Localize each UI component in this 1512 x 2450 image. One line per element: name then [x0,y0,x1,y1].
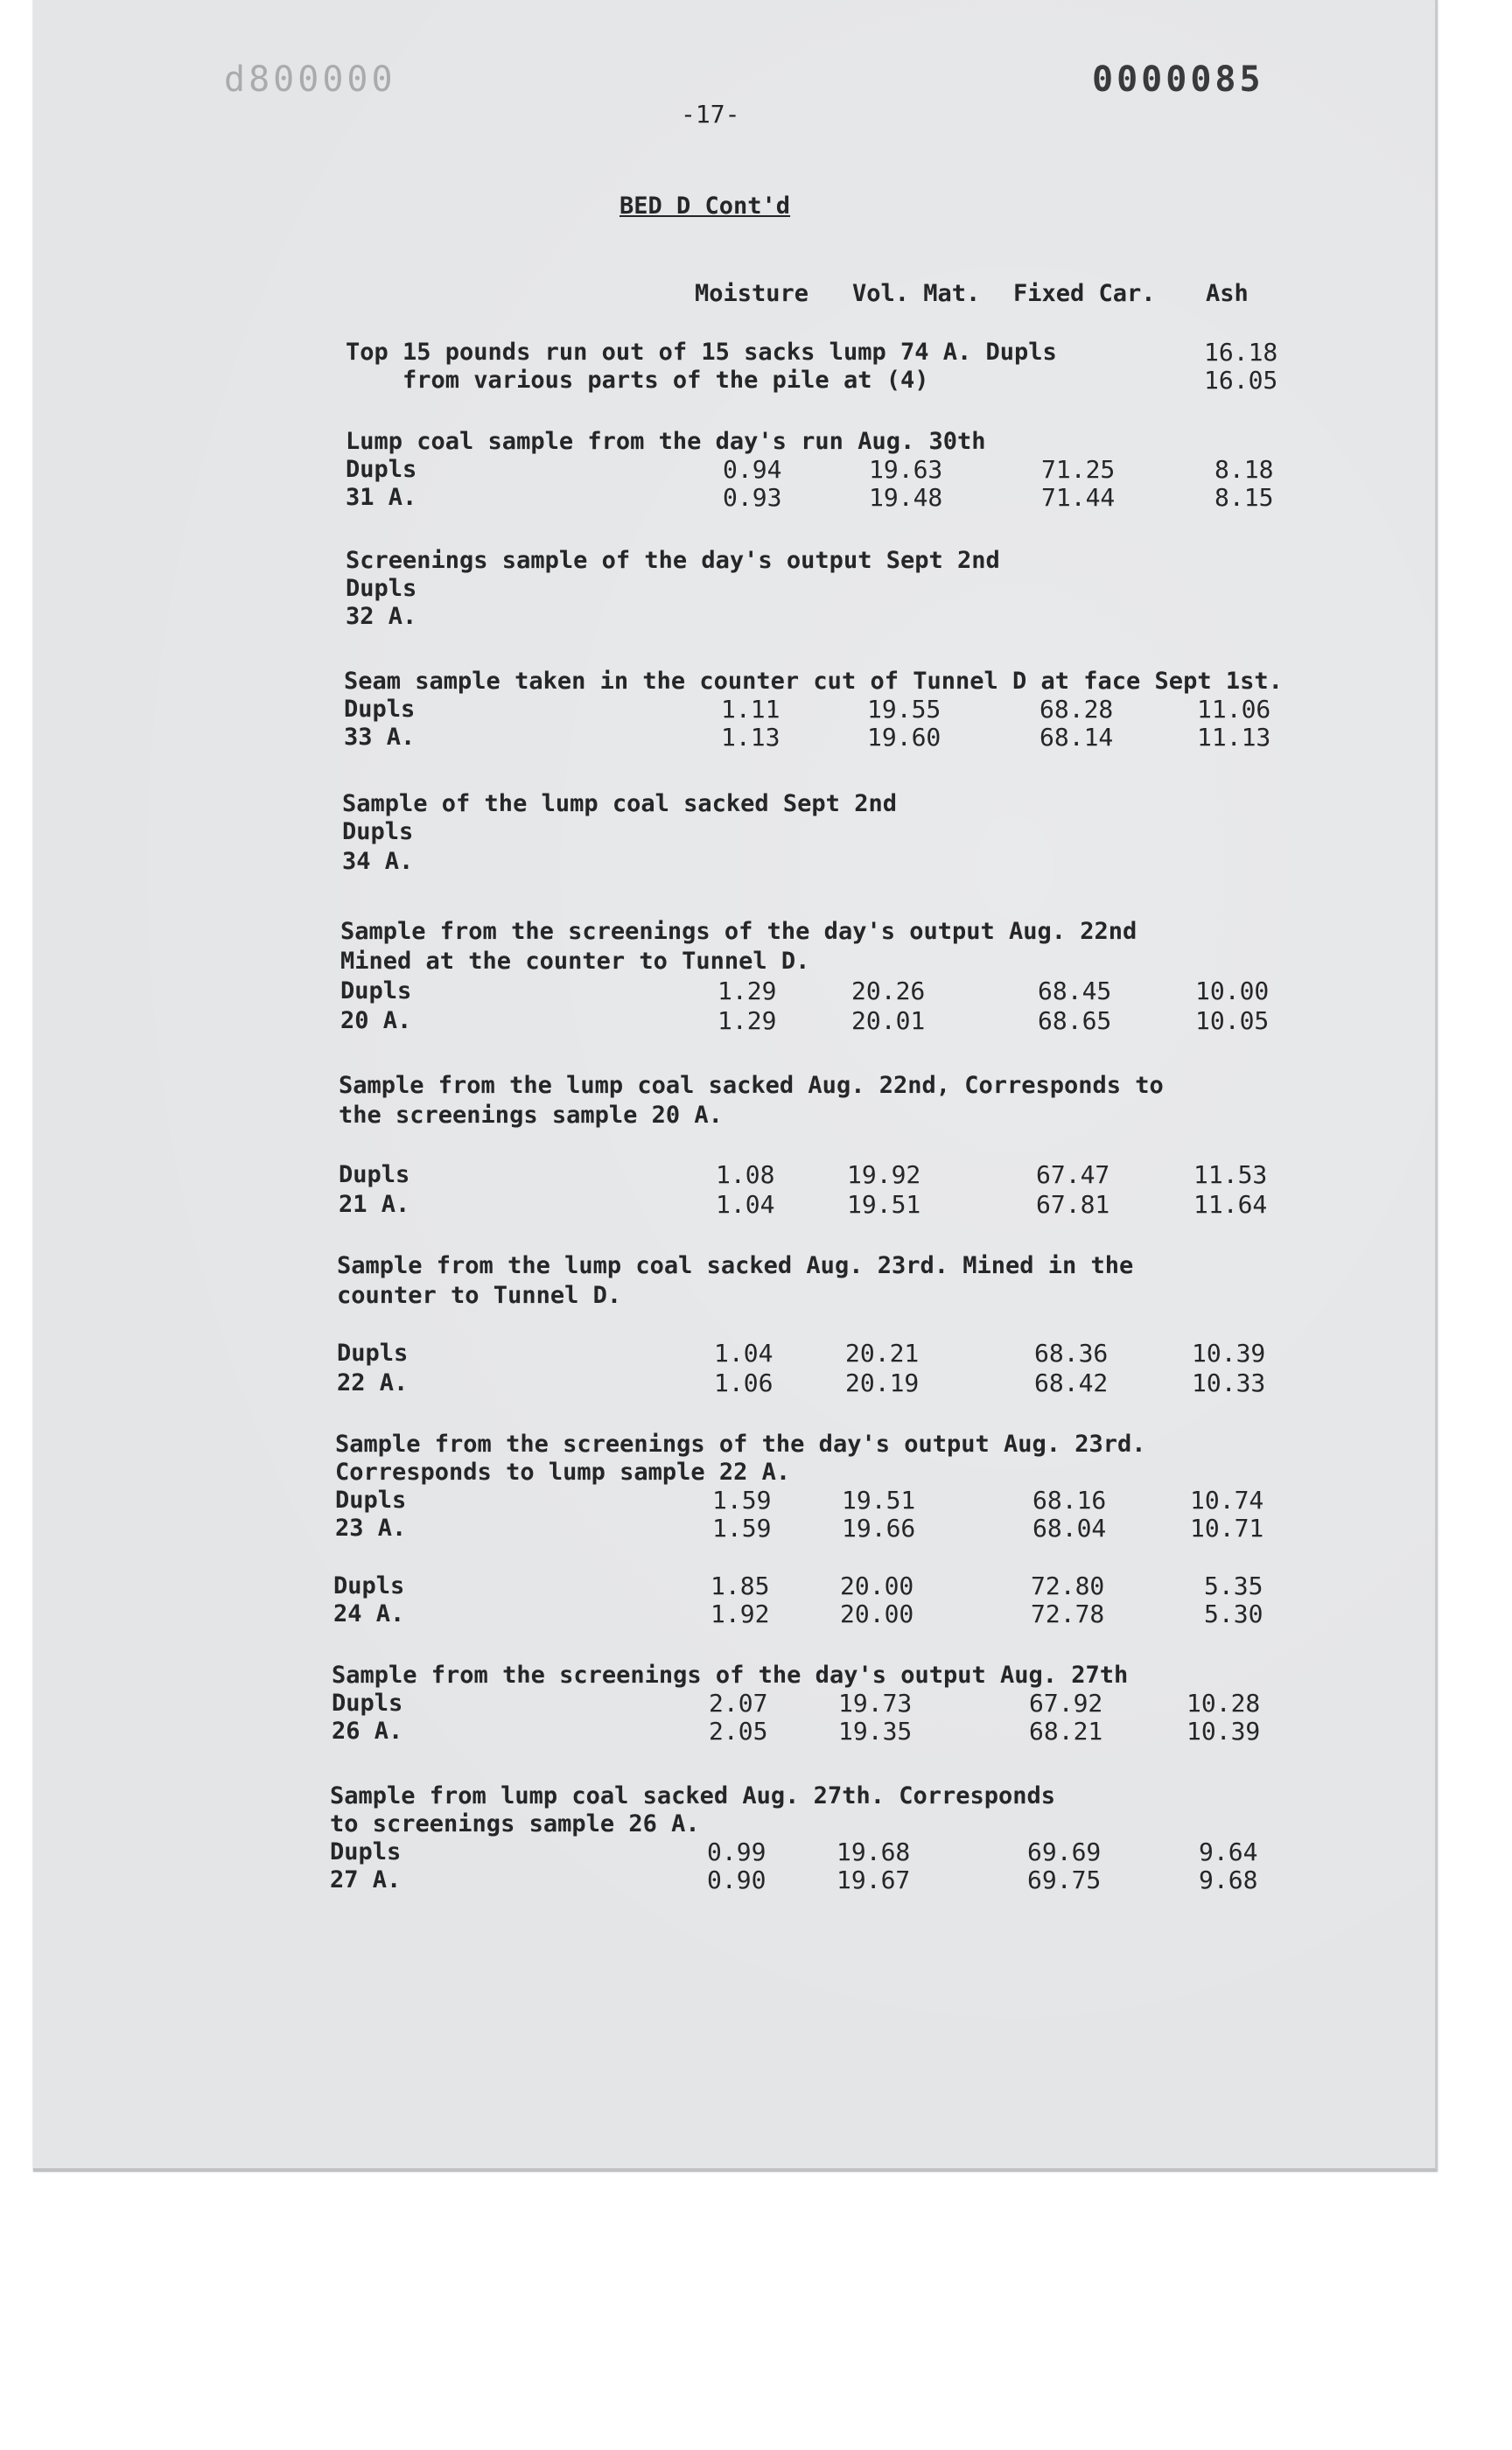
column-header-ash: Ash [1206,280,1249,307]
fixed-car-value: 68.04 [1032,1514,1107,1543]
sample-description-line: Lump coal sample from the day's run Aug. 30th [346,428,986,455]
ash-value: 10.28 [1186,1689,1261,1718]
ash-value: 5.35 [1204,1572,1264,1600]
sample-description-line: Sample from lump coal sacked Aug. 27th. Corresponds [330,1782,1056,1810]
moisture-value: 0.90 [707,1866,766,1894]
sample-label: 33 A. [344,724,416,751]
sample-description-line: to screenings sample 26 A. [330,1810,700,1838]
ash-value: 10.74 [1190,1486,1264,1515]
sample-description-line: Sample from the screenings of the day's output Aug. 23rd. [335,1431,1146,1458]
fixed-car-value: 69.69 [1027,1838,1102,1866]
sample-label: Dupls [333,1572,405,1600]
sample-description-line: Sample from the lump coal sacked Aug. 23rd. Mined in the [337,1252,1134,1279]
fixed-car-value: 68.45 [1038,976,1112,1005]
vol-mat-value: 19.51 [842,1486,916,1515]
fixed-car-value: 68.14 [1040,723,1114,752]
fixed-car-value: 67.92 [1029,1689,1103,1718]
ash-value: 11.13 [1197,723,1271,752]
vol-mat-value: 20.21 [845,1339,920,1368]
ash-value: 8.18 [1214,455,1274,484]
ash-value: 11.06 [1197,695,1271,724]
sample-label: Dupls [344,696,416,723]
sample-label: 27 A. [330,1866,402,1894]
moisture-value: 1.04 [714,1339,774,1368]
sample-label: 31 A. [346,484,417,511]
vol-mat-value: 20.00 [840,1600,914,1628]
page-number: -17- [681,100,740,129]
vol-mat-value: 19.60 [867,723,942,752]
sample-description-line: Sample of the lump coal sacked Sept 2nd [342,790,897,817]
vol-mat-value: 19.35 [838,1717,913,1746]
sample-description-line: Mined at the counter to Tunnel D. [340,948,810,975]
fixed-car-value: 68.16 [1032,1486,1107,1515]
moisture-value: 1.59 [712,1486,772,1515]
vol-mat-value: 20.26 [851,976,926,1005]
moisture-value: 1.13 [721,723,780,752]
ash-value: 10.71 [1190,1514,1264,1543]
fixed-car-value: 68.28 [1040,695,1114,724]
moisture-value: 1.29 [718,976,777,1005]
sample-label: 23 A. [335,1515,407,1542]
fixed-car-value: 68.36 [1034,1339,1109,1368]
vol-mat-value: 19.92 [847,1160,921,1189]
ash-value: 10.39 [1186,1717,1261,1746]
sample-label: 26 A. [332,1718,403,1745]
ash-value: 16.18 [1204,338,1278,367]
moisture-value: 2.07 [709,1689,768,1718]
fixed-car-value: 71.25 [1041,455,1116,484]
vol-mat-value: 19.63 [869,455,943,484]
sample-description-line: the screenings sample 20 A. [339,1102,723,1129]
sample-description-line: counter to Tunnel D. [337,1282,622,1309]
fixed-car-value: 69.75 [1027,1866,1102,1894]
moisture-value: 1.59 [712,1514,772,1543]
sample-description-line: Sample from the screenings of the day's output Aug. 22nd [340,918,1138,945]
sample-label: 20 A. [340,1007,412,1034]
sample-label: 21 A. [339,1191,410,1218]
sample-description-line: Sample from the screenings of the day's output Aug. 27th [332,1662,1129,1689]
fixed-car-value: 68.21 [1029,1717,1103,1746]
moisture-value: 0.99 [707,1838,766,1866]
fixed-car-value: 68.42 [1034,1368,1109,1397]
sample-description-line: Screenings sample of the day's output Sept 2nd [346,547,1000,574]
moisture-value: 1.04 [716,1190,775,1219]
sample-description-line: from various parts of the pile at (4) [346,367,929,394]
sample-description-line: Top 15 pounds run out of 15 sacks lump 74 A. Dupls [346,339,1057,366]
sample-description-line: Seam sample taken in the counter cut of Tunnel D at face Sept 1st. [344,668,1283,695]
fixed-car-value: 72.80 [1031,1572,1105,1600]
vol-mat-value: 19.66 [842,1514,916,1543]
sample-label: 34 A. [342,848,414,875]
sample-label: Dupls [346,456,417,483]
ash-value: 9.68 [1199,1866,1258,1894]
fixed-car-value: 67.47 [1036,1160,1110,1189]
vol-mat-value: 19.55 [867,695,942,724]
ash-value: 10.33 [1192,1368,1266,1397]
vol-mat-value: 19.51 [847,1190,921,1219]
moisture-value: 1.08 [716,1160,775,1189]
ash-value: 10.39 [1192,1339,1266,1368]
document-number: 0000085 [1092,60,1264,100]
ash-value: 11.53 [1194,1160,1268,1189]
vol-mat-value: 19.68 [836,1838,911,1866]
document-page [33,0,1438,2172]
vol-mat-value: 19.48 [869,483,943,512]
ash-value: 10.00 [1195,976,1270,1005]
sample-label: Dupls [339,1161,410,1188]
sample-label: Dupls [340,977,412,1004]
vol-mat-value: 20.00 [840,1572,914,1600]
moisture-value: 1.29 [718,1006,777,1035]
ash-value: 5.30 [1204,1600,1264,1628]
ash-value: 9.64 [1199,1838,1258,1866]
sample-description-line: Sample from the lump coal sacked Aug. 22nd, Corresponds to [339,1072,1164,1099]
moisture-value: 1.06 [714,1368,774,1397]
moisture-value: 2.05 [709,1717,768,1746]
sample-label: 22 A. [337,1369,409,1396]
sample-label: Dupls [335,1487,407,1514]
fixed-car-value: 67.81 [1036,1190,1110,1219]
column-header-vol-mat: Vol. Mat. [852,280,981,307]
ash-value: 16.05 [1204,366,1278,395]
sample-label: 32 A. [346,603,417,630]
sample-label: 24 A. [333,1600,405,1628]
column-header-fixed-car: Fixed Car. [1013,280,1156,307]
vol-mat-value: 20.01 [851,1006,926,1035]
fixed-car-value: 68.65 [1038,1006,1112,1035]
faded-document-number: d800000 [224,60,396,100]
ash-value: 8.15 [1214,483,1274,512]
ash-value: 11.64 [1194,1190,1268,1219]
sample-label: Dupls [330,1838,402,1866]
moisture-value: 0.94 [723,455,782,484]
vol-mat-value: 19.73 [838,1689,913,1718]
section-title: BED D Cont'd [620,192,791,220]
sample-label: Dupls [337,1340,409,1367]
moisture-value: 1.85 [710,1572,770,1600]
moisture-value: 0.93 [723,483,782,512]
moisture-value: 1.11 [721,695,780,724]
fixed-car-value: 71.44 [1041,483,1116,512]
sample-label: Dupls [342,818,414,845]
sample-label: Dupls [346,575,417,602]
vol-mat-value: 20.19 [845,1368,920,1397]
ash-value: 10.05 [1195,1006,1270,1035]
sample-label: Dupls [332,1690,403,1717]
fixed-car-value: 72.78 [1031,1600,1105,1628]
column-header-moisture: Moisture [695,280,809,307]
sample-description-line: Corresponds to lump sample 22 A. [335,1459,791,1486]
vol-mat-value: 19.67 [836,1866,911,1894]
moisture-value: 1.92 [710,1600,770,1628]
